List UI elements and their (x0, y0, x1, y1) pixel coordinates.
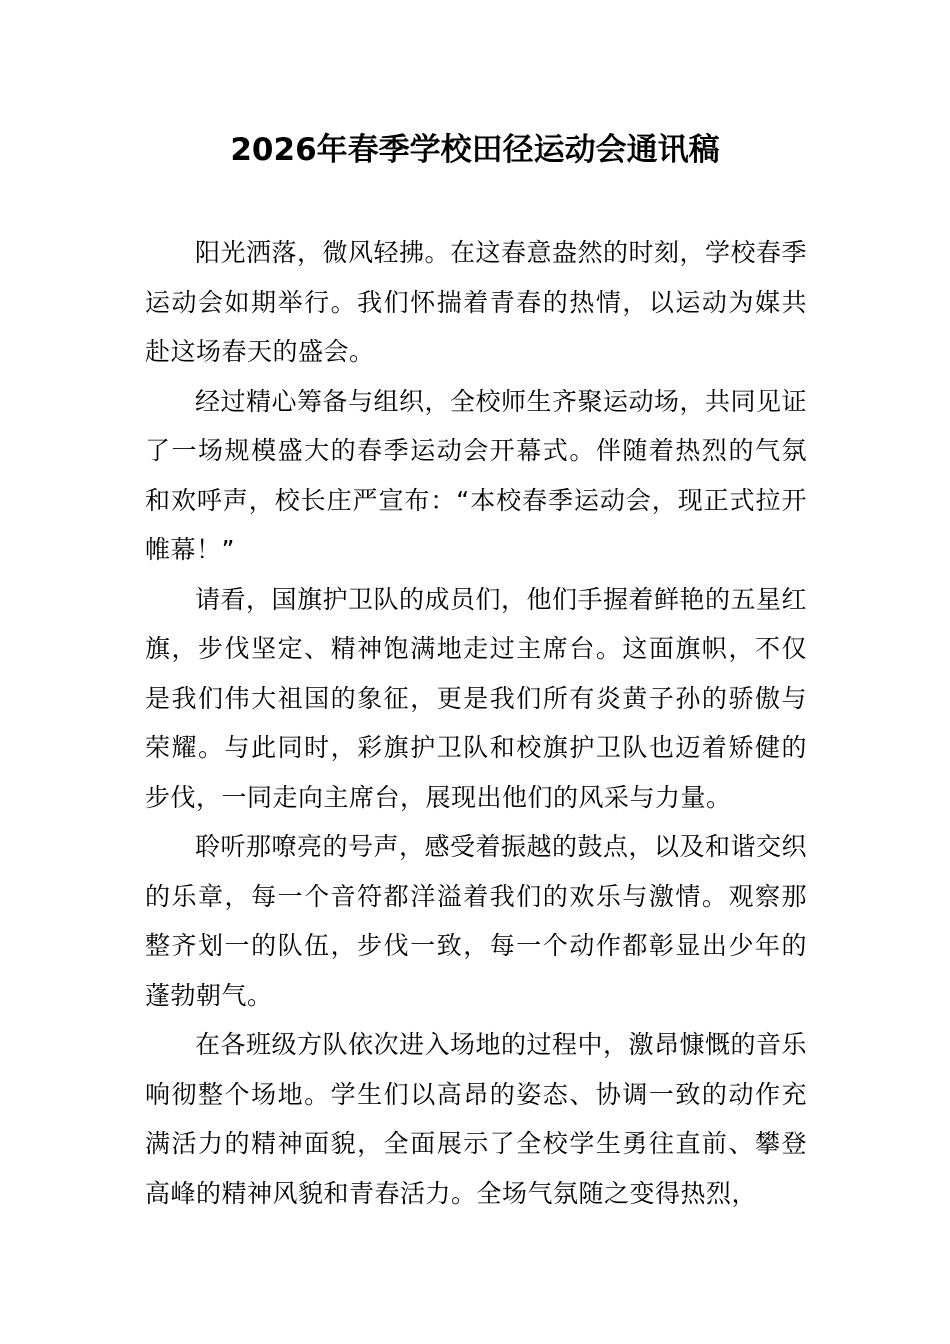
document-body (145, 228, 807, 1218)
paragraph: 经过精心筹备与组织，全校师生齐聚运动场，共同见证了一场规模盛大的春季运动会开幕式。伴随着热烈的气氛和欢呼声，校长庄严宣布：“本校春季运动会，现正式拉开帷幕！” (145, 386, 808, 564)
paragraph: 阳光洒落，微风轻拂。在这春意盎然的时刻，学校春季运动会如期举行。我们怀揣着青春的热情，以运动为媒共赴这场春天的盛会。 (145, 238, 808, 366)
document-title: 2026年春季学校田径运动会通讯稿 (230, 132, 720, 168)
paragraph: 在各班级方队依次进入场地的过程中，激昂慷慨的音乐响彻整个场地。学生们以高昂的姿态、协调一致的动作充满活力的精神面貌，全面展示了全校学生勇往直前、攀登高峰的精神风貌和青春活力。全场气氛随之变得热烈， (145, 1030, 808, 1208)
paragraph: 聆听那嘹亮的号声，感受着振越的鼓点，以及和谐交织的乐章，每一个音符都洋溢着我们的欢乐与激情。观察那整齐划一的队伍，步伐一致，每一个动作都彰显出少年的蓬勃朝气。 (145, 832, 808, 1010)
paragraph: 请看，国旗护卫队的成员们，他们手握着鲜艳的五星红旗，步伐坚定、精神饱满地走过主席台。这面旗帜，不仅是我们伟大祖国的象征，更是我们所有炎黄子孙的骄傲与荣耀。与此同时，彩旗护卫队和校旗护卫队也迈着矫健的步伐，一同走向主席台，展现出他们的风采与力量。 (145, 584, 808, 812)
